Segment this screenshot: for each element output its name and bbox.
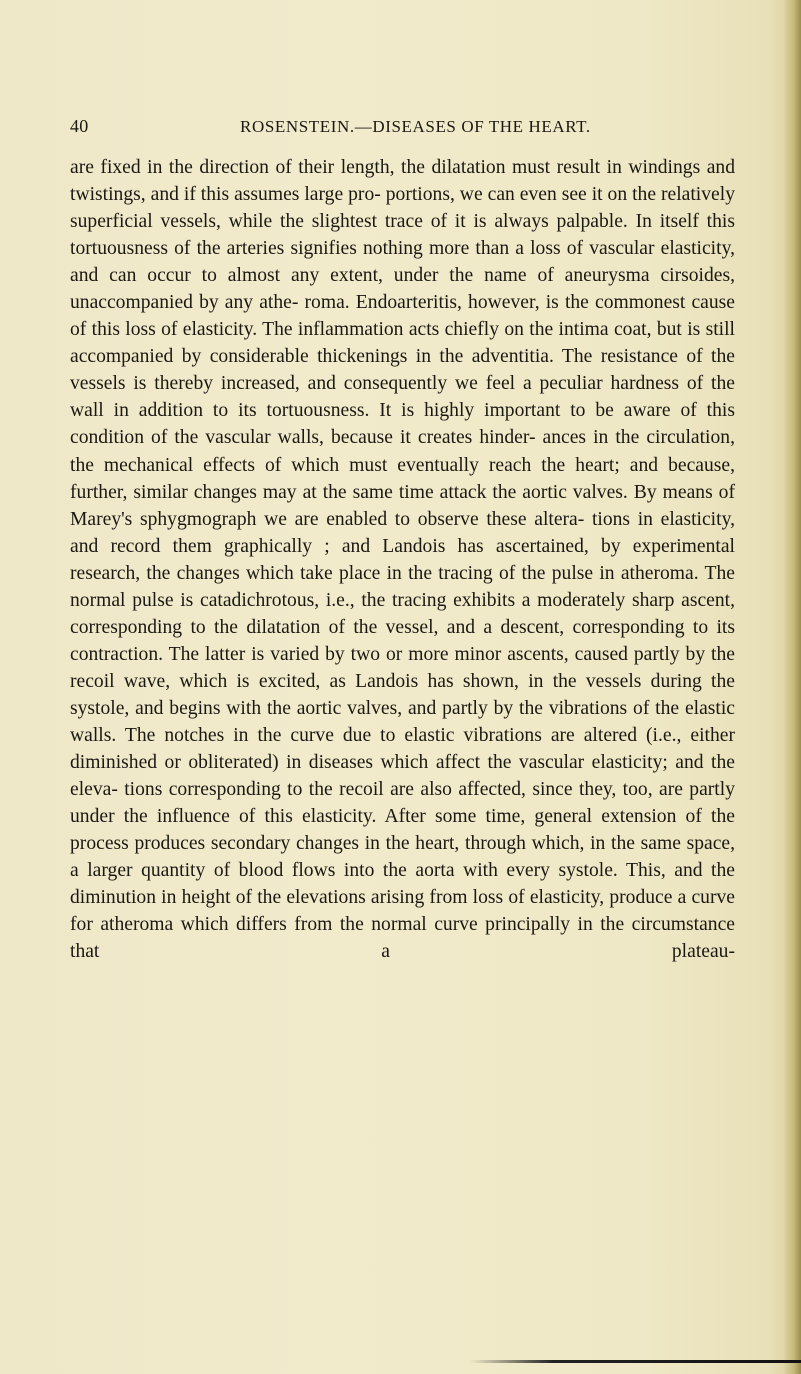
body-paragraph: are fixed in the direction of their length, the dilatation must result in windings and twistings, and if this assumes large pro- portions, we can even see it on the relatively superficial vessels, while the slightest trace of it is always palpable. In itself this tortuousness of the arteries signifies nothing more than a loss of vascular elasticity, and can occur to almost any extent, under the name of aneurysma cirsoides, unaccompanied by any athe- roma. Endoarteritis, however, is the commonest cause of this loss of elasticity. The inflammation acts chiefly on the intima coat, but is still accompanied by considerable thickenings in the adventitia. The resistance of the vessels is thereby increased, and consequently we feel a peculiar hardness of the wall in addition to its tortuousness. It is highly important to be aware of this condition of the vascular walls, because it creates hinder- ances in the circulation, the mechanical effects of which must eventually reach the heart; and because, further, similar changes may at the same time attack the aortic valves. By means of Marey's sphygmograph we are enabled to observe these altera- tions in elasticity, and record them graphically ; and Landois has ascertained, by experimental research, the changes which take place in the tracing of the pulse in atheroma. The normal pulse is catadichrotous, i.e., the tracing exhibits a moderately sharp ascent, corresponding to the dilatation of the vessel, and a descent, corresponding to its contraction. The latter is varied by two or more minor ascents, caused partly by the recoil wave, which is excited, as Landois has shown, in the vessels during the systole, and begins with the aortic valves, and partly by the vibrations of the elastic walls. The notches in the curve due to elastic vibrations are altered (i.e., either diminished or obliterated) in diseases which affect the vascular elasticity; and the eleva- tions corresponding to the recoil are also affected, since they, too, are partly under the influence of this elasticity. After some time, general extension of the process produces secondary changes in the heart, through which, in the same space, a larger quantity of blood flows into the aorta with every systole. This, and the diminution in height of the elevations arising from loss of elasticity, produce a curve for atheroma which differs from the normal curve principally in the circumstance that a plateau-: [70, 157, 735, 963]
page-header: [70, 116, 730, 142]
running-head: ROSENSTEIN.—DISEASES OF THE HEART.: [240, 117, 591, 136]
page-bottom-edge: [470, 1360, 801, 1363]
page-edge-shadow: [783, 0, 801, 1374]
page-number: 40: [70, 116, 89, 136]
